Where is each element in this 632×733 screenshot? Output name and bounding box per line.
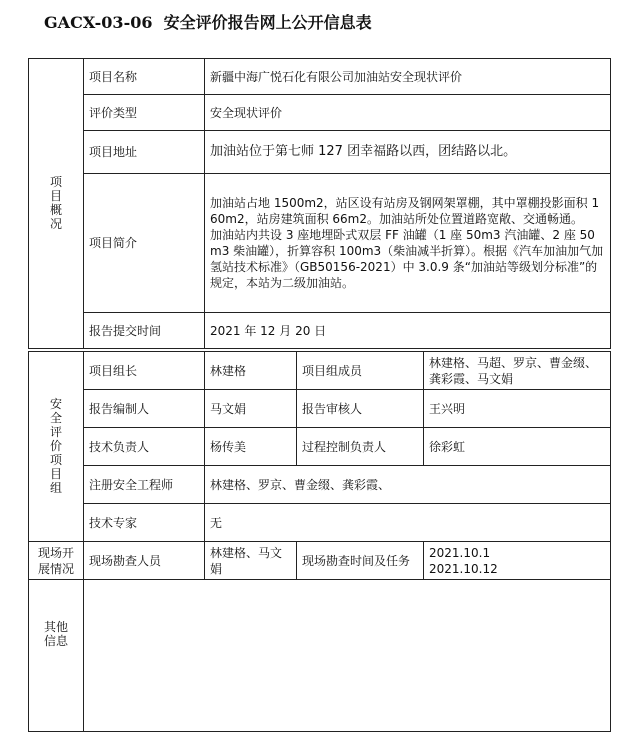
team-leader-value: 林建格 bbox=[205, 352, 297, 390]
process-lead-label: 过程控制负责人 bbox=[297, 428, 424, 466]
safety-engineers-value: 林建格、罗京、曹金缀、龚彩霞、 bbox=[205, 466, 611, 504]
safety-engineers-label: 注册安全工程师 bbox=[84, 466, 205, 504]
onsite-time-label: 现场勘查时间及任务 bbox=[297, 542, 424, 580]
intro-paragraph-2: 加油站内共设 3 座地埋卧式双层 FF 油罐（1 座 50m3 汽油罐、2 座 50m3 柴油罐），折算容积 100m3（柴油减半折算）。根据《汽车加油加气加氢站技术标准》（GB50156-2021）中 3.0.9 条“加油站等级划分标准”的规定，本站为二级加油站。 bbox=[210, 228, 604, 290]
tech-lead-value: 杨传美 bbox=[205, 428, 297, 466]
team-members-value: 林建格、马超、罗京、曹金缀、龚彩霞、马文娟 bbox=[424, 352, 611, 390]
intro-paragraph-1: 加油站占地 1500m2，站区设有站房及钢网架罩棚，其中罩棚投影面积 160m2，站房建筑面积 66m2。加油站所处位置道路宽敞、交通畅通。 bbox=[210, 196, 600, 226]
other-table bbox=[28, 579, 611, 732]
report-reviewer-value: 王兴明 bbox=[424, 390, 611, 428]
section-onsite: 现场开展情况 bbox=[29, 542, 84, 580]
report-author-value: 马文娟 bbox=[205, 390, 297, 428]
report-author-label: 报告编制人 bbox=[84, 390, 205, 428]
onsite-staff-value: 林建格、马文娟 bbox=[205, 542, 297, 580]
report-reviewer-label: 报告审核人 bbox=[297, 390, 424, 428]
other-info-value bbox=[84, 580, 611, 732]
eval-type-label: 评价类型 bbox=[84, 95, 205, 131]
project-name-value: 新疆中海广悦石化有限公司加油站安全现状评价 bbox=[205, 59, 611, 95]
team-leader-label: 项目组长 bbox=[84, 352, 205, 390]
document-title bbox=[44, 10, 372, 33]
report-date-value: 2021 年 12 月 20 日 bbox=[205, 313, 611, 349]
onsite-date-2: 2021.10.12 bbox=[429, 561, 498, 576]
tech-expert-label: 技术专家 bbox=[84, 504, 205, 542]
section-overview: 项目概况 bbox=[29, 59, 84, 349]
section-team: 安全评价项目组 bbox=[29, 352, 84, 542]
project-address-label: 项目地址 bbox=[84, 131, 205, 174]
info-table bbox=[28, 58, 611, 349]
onsite-staff-label: 现场勘查人员 bbox=[84, 542, 205, 580]
project-name-label: 项目名称 bbox=[84, 59, 205, 95]
team-members-label: 项目组成员 bbox=[297, 352, 424, 390]
eval-type-value: 安全现状评价 bbox=[205, 95, 611, 131]
tech-lead-label: 技术负责人 bbox=[84, 428, 205, 466]
team-table bbox=[28, 351, 611, 580]
report-date-label: 报告提交时间 bbox=[84, 313, 205, 349]
project-address-value: 加油站位于第七师 127 团幸福路以西，团结路以北。 bbox=[205, 131, 611, 174]
tech-expert-value: 无 bbox=[205, 504, 611, 542]
section-other: 其他信息 bbox=[29, 580, 84, 732]
onsite-time-value bbox=[424, 542, 611, 580]
onsite-date-1: 2021.10.1 bbox=[429, 545, 491, 560]
project-intro-label: 项目简介 bbox=[84, 174, 205, 313]
document-code: GACX-03-06 bbox=[44, 13, 153, 32]
document-title-text: 安全评价报告网上公开信息表 bbox=[163, 13, 372, 32]
project-intro-value bbox=[205, 174, 611, 313]
process-lead-value: 徐彩虹 bbox=[424, 428, 611, 466]
